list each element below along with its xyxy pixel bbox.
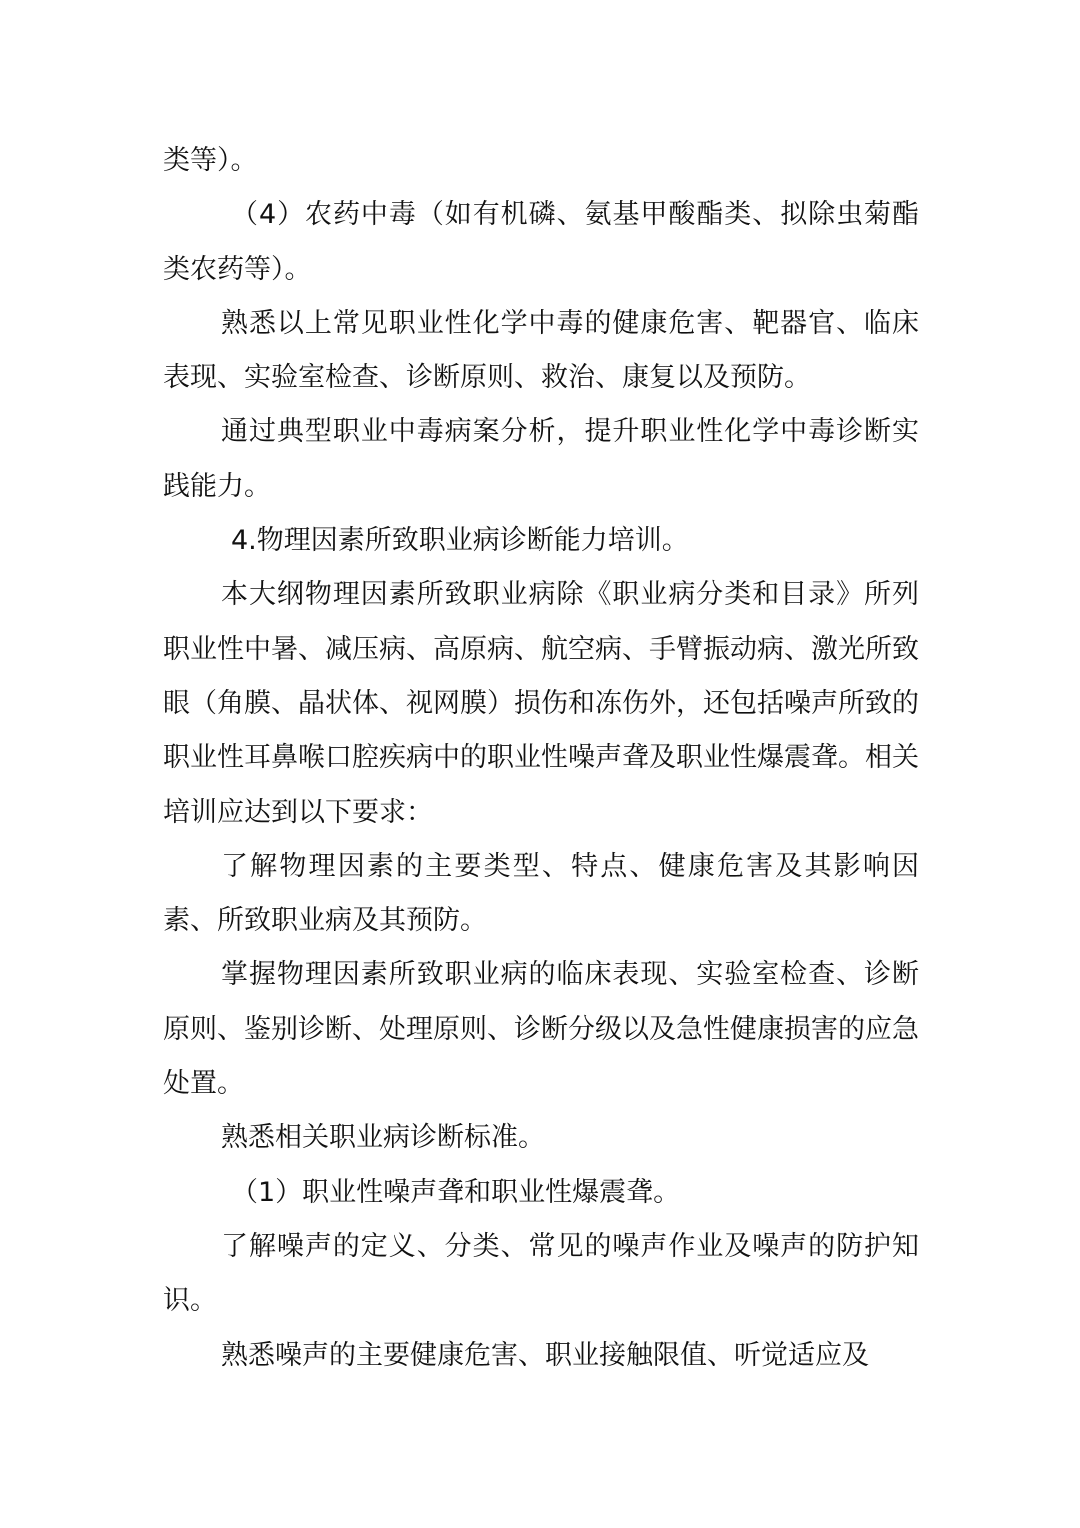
- paragraph-continuation: 类等）。: [163, 145, 258, 176]
- subsection-heading-noise-deafness: （1）职业性噪声聋和职业性爆震聋。: [231, 1176, 681, 1208]
- paragraph-physical-factors-understand: 了解物理因素的主要类型、特点、健康危害及其影响因素、所致职业病及其预防。: [163, 850, 919, 937]
- paragraph-pesticide-poisoning: （4）农药中毒（如有机磷、氨基甲酸酯类、拟除虫菊酯类农药等）。: [163, 199, 919, 285]
- paragraph-noise-familiarize: 熟悉噪声的主要健康危害、职业接触限值、听觉适应及: [221, 1339, 869, 1371]
- paragraph-noise-understand: 了解噪声的定义、分类、常见的噪声作业及噪声的防护知识。: [163, 1230, 919, 1317]
- paragraph-case-analysis: 通过典型职业中毒病案分析，提升职业性化学中毒诊断实践能力。: [163, 416, 919, 502]
- document-body: [163, 134, 919, 1383]
- paragraph-diagnostic-standards: 熟悉相关职业病诊断标准。: [221, 1122, 545, 1154]
- section-heading-physical-factors: 4.物理因素所致职业病诊断能力培训。: [231, 525, 689, 557]
- paragraph-physical-factors-master: 掌握物理因素所致职业病的临床表现、实验室检查、诊断原则、鉴别诊断、处理原则、诊断分级以及急性健康损害的应急处置。: [163, 959, 919, 1100]
- paragraph-physical-factors-scope: 本大纲物理因素所致职业病除《职业病分类和目录》所列职业性中暑、减压病、高原病、航空病、手臂振动病、激光所致眼（角膜、晶状体、视网膜）损伤和冻伤外，还包括噪声所致的职业性耳鼻喉口腔疾病中的职业性噪声聋及职业性爆震聋。相关培训应达到以下要求：: [163, 579, 919, 828]
- paragraph-chemical-poisoning-familiarize: 熟悉以上常见职业性化学中毒的健康危害、靶器官、临床表现、实验室检查、诊断原则、救治、康复以及预防。: [163, 307, 919, 394]
